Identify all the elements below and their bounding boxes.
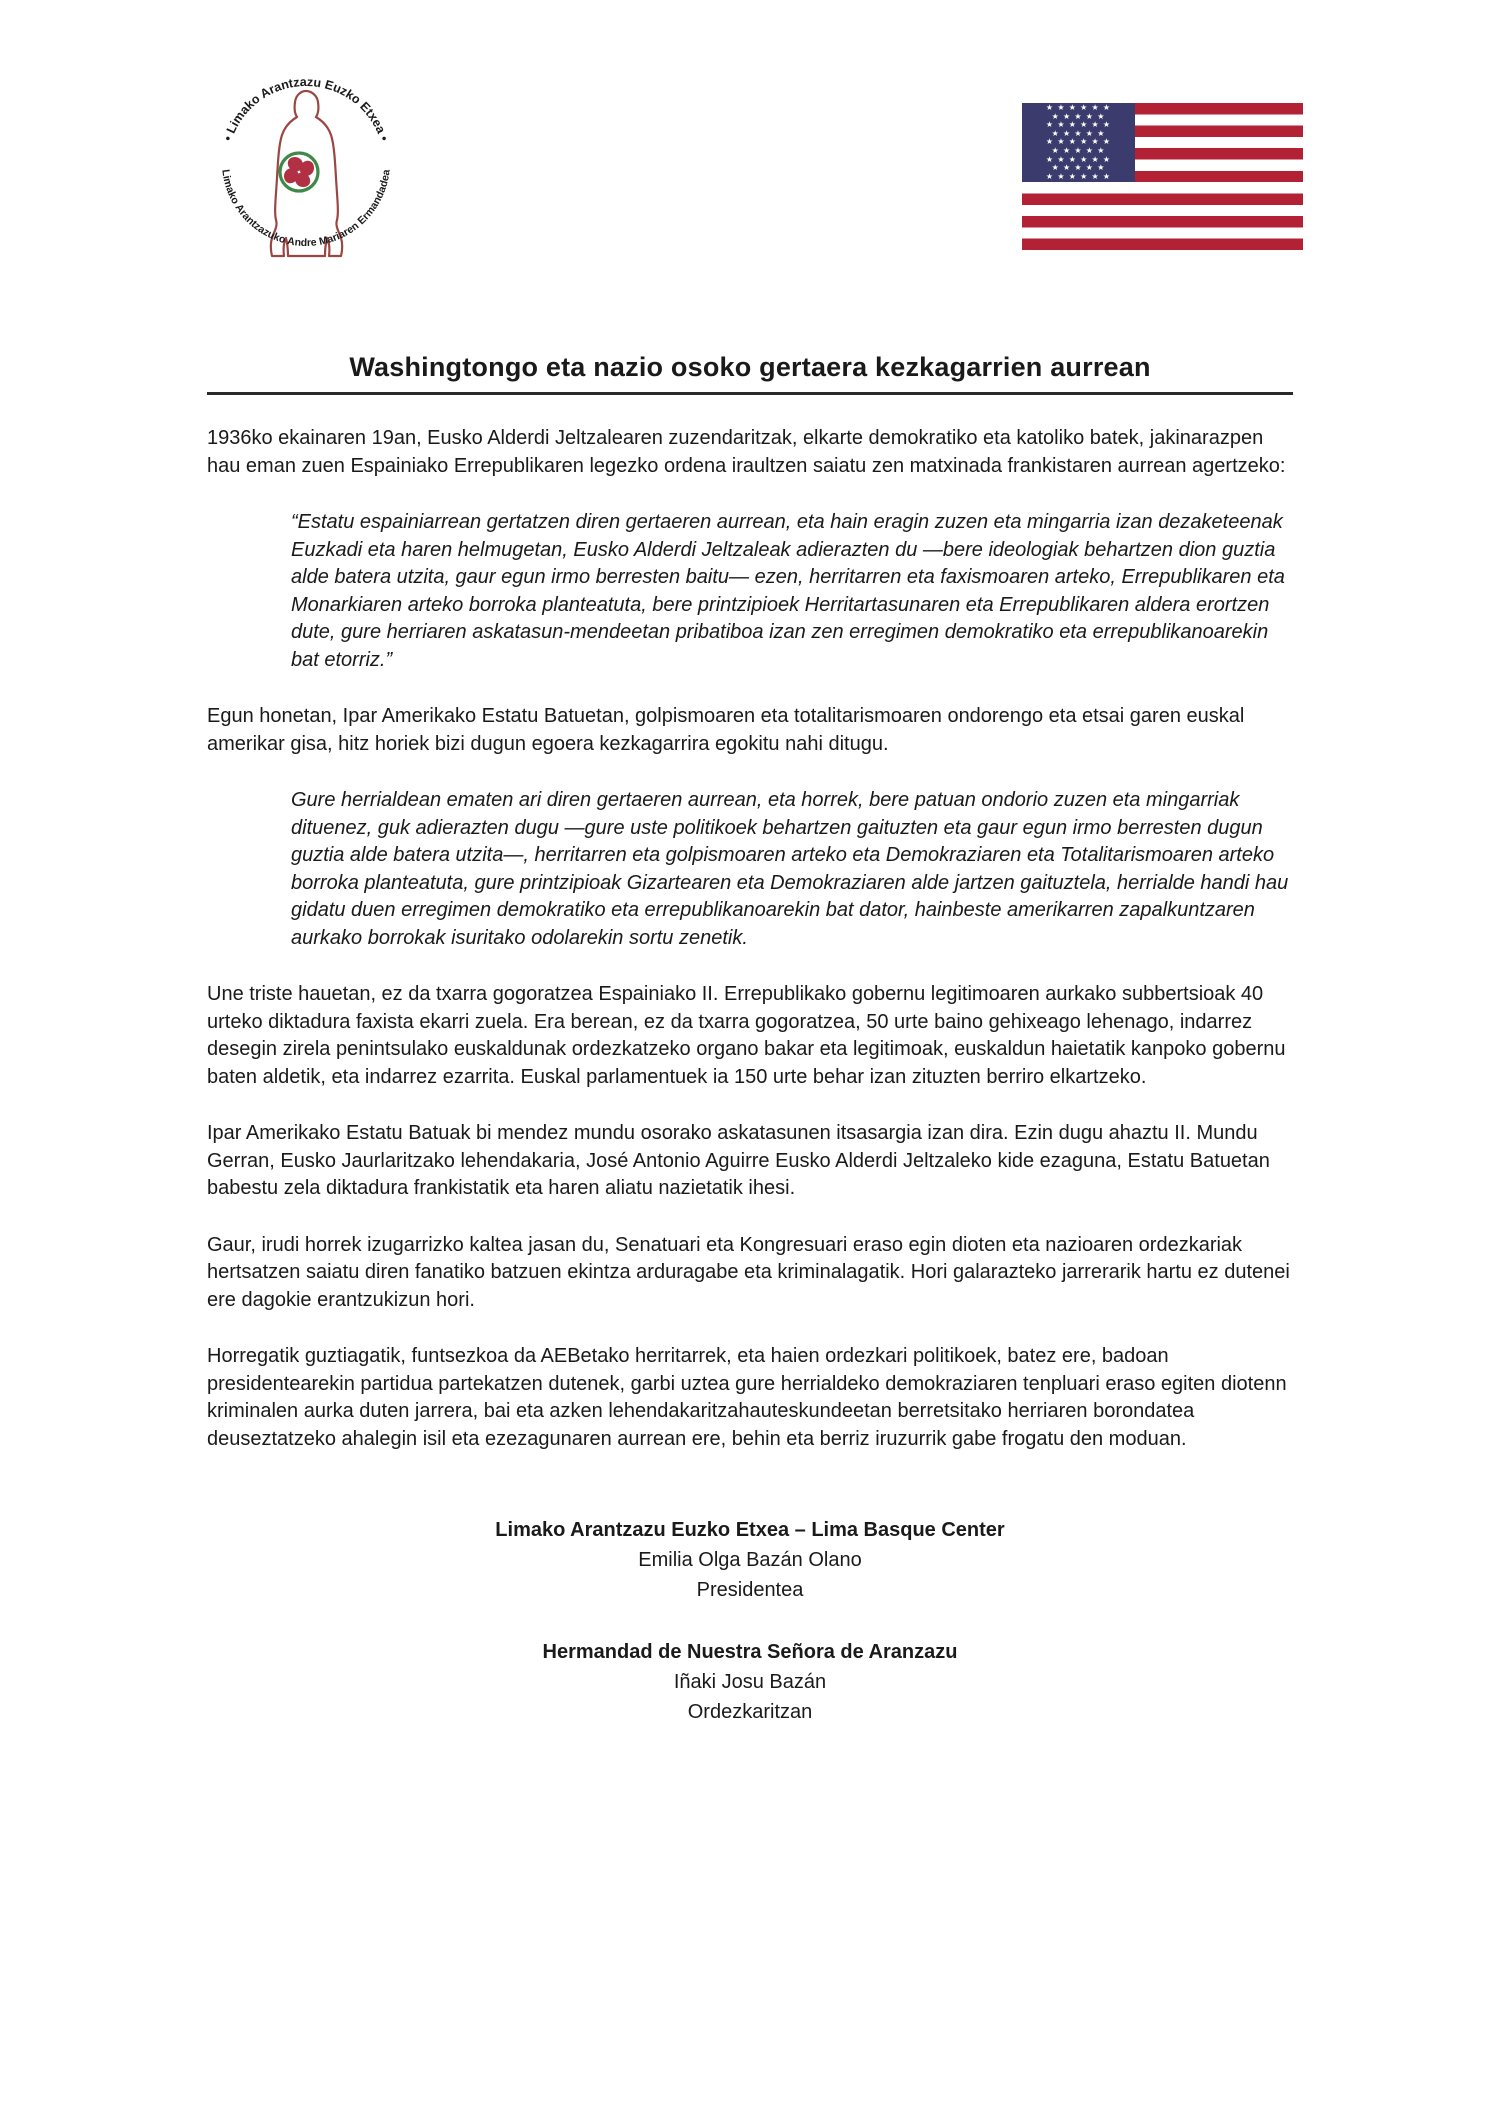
paragraph-egun-honetan: Egun honetan, Ipar Amerikako Estatu Batuetan, golpismoaren eta totalitarismoaren ondorengo eta etsai garen euskal amerikar gisa, hitz horiek bizi dugun egoera kezkagarrira egokitu nahi ditugu. [207, 705, 1245, 755]
paragraph-horregatik: Horregatik guztiagatik, funtsezkoa da AEBetako herritarrek, eta haien ordezkari politikoek, batez ere, badoan presidentearekin partidua partekatzen dutenek, garbi uztea gure herrialdeko demokraziaren tenpluari eraso egiten diotenn kriminalen aurka duten jarrera, bai eta azken lehendakaritzahauteskundeetan berretsitako herriaren borondatea deuseztatzeko ahalegin isil eta ezezagunaren aurrean ere, behin eta berriz iruzurrik gabe frogatu den moduan. [207, 1345, 1287, 1450]
paragraph-une-triste: Une triste hauetan, ez da txarra gogoratzea Espainiako II. Errepublikako gobernu legitimoaren aurkako subbertsioak 40 urteko diktadura faxista ekarri zuela. Era berean, ez da txarra gogoratzea, 50 urte baino gehixeago lehenago, indarrez desegin zirela penintsulako euskaldunak ordezkatzeko organo bakar eta legitimoak, euskaldun haietatik kanpoko gobernu baten aldetik, eta indarrez ezarrita. Euskal parlamentuek ia 150 urte behar izan zituzten berriro elkartzeko. [207, 983, 1286, 1088]
blockquote-1936-declaration: “Estatu espainiarrean gertatzen diren gertaeren aurrean, eta hain eragin zuzen eta mingarria izan dezaketeenak Euzkadi eta haren helmugetan, Eusko Alderdi Jeltzaleak adierazten du —bere ideologiak behartzen dion guztia alde batera utzita, gaur egun irmo berresten baitu— ezen, herritarren eta faxismoaren arteko, Errepublikaren eta Monarkiaren arteko borroka planteatuta, bere printzipioek Herritartasunaren eta Errepublikaren aldera erortzen dute, gure herriaren askatasun-mendeetan pribatiboa izan zen erregimen demokratiko eta errepublikanoarekin bat etorriz.” [291, 511, 1285, 671]
lauburu-emblem [280, 153, 318, 191]
us-flag-image [1022, 103, 1303, 250]
paragraph-intro-1936: 1936ko ekainaren 19an, Eusko Alderdi Jeltzalearen zuzendaritzak, elkarte demokratiko eta katoliko batek, jakinarazpen hau eman zuen Espainiako Errepublikaren legezko ordena iraultzen saiatu zen matxinada frankistaren aurrean agertzeko: [207, 427, 1286, 477]
signature-person-role: Ordezkaritzan [687, 1701, 813, 1723]
star-row: ★ ★ ★ ★ ★ [1051, 163, 1106, 173]
star-row: ★ ★ ★ ★ ★ ★ [1045, 120, 1112, 130]
paragraph-ipar-amerikako: Ipar Amerikako Estatu Batuak bi mendez mundu osorako askatasunen itsasargia izan dira. Ezin dugu ahaztu II. Mundu Gerran, Eusko Jaurlaritzako lehendakaria, José Antonio Aguirre Eusko Alderdi Jeltzaleko kide ezaguna, Estatu Batuetan babestu zela diktadura frankistatik eta haren aliatu nazietatik ihesi. [207, 1122, 1270, 1199]
signature-block-basque-center [207, 1515, 1293, 1605]
signature-person-name: Emilia Olga Bazán Olano [638, 1549, 862, 1571]
star-row: ★ ★ ★ ★ ★ [1051, 128, 1106, 138]
title-underline-rule [207, 392, 1293, 395]
star-row: ★ ★ ★ ★ ★ ★ [1045, 171, 1112, 181]
signature-person-role: Presidentea [696, 1579, 804, 1601]
signature-org-name: Limako Arantzazu Euzko Etxea – Lima Basque Center [495, 1519, 1005, 1541]
paragraph-gaur-irudi: Gaur, irudi horrek izugarrizko kaltea jasan du, Senatuari eta Kongresuari eraso egin dioten eta nazioaren ordezkariak hertsatzen saiatu diren fanatiko batzuen ekintza arduragabe eta kriminalagatik. Hori galarazteko jarrerarik hartu ez dutenei ere dagokie erantzukizun hori. [207, 1233, 1290, 1311]
star-row: ★ ★ ★ ★ ★ ★ [1045, 137, 1112, 147]
star-row: ★ ★ ★ ★ ★ [1051, 145, 1106, 155]
seal-top-text: • Limako Arantzazu Euzko Etxea • [220, 74, 392, 143]
signature-block-hermandad [207, 1637, 1293, 1727]
seal-bottom-text: Limako Arantzazuko Andre Mariaren Ermandadea [219, 168, 393, 250]
star-row: ★ ★ ★ ★ ★ ★ [1045, 154, 1112, 164]
document-body [207, 425, 1293, 1453]
seal-logo-graphic [208, 60, 404, 274]
star-row: ★ ★ ★ ★ ★ ★ [1045, 103, 1112, 112]
signature-section [207, 1515, 1293, 1727]
blockquote-adapted-statement: Gure herrialdean ematen ari diren gertaeren aurrean, eta horrek, bere patuan ondorio zuzen eta mingarriak dituenez, guk adierazten dugu —gure uste politikoek behartzen gaituzten eta gaur egun irmo berresten dugun guztia alde batera utzita—, herritarren eta golpismoaren arteko eta Demokraziaren eta Totalitarismoaren arteko borroka planteatuta, gure printzipioak Gizartearen eta Demokraziaren alde jartzen gaituztela, herrialde handi hau gidatu duen erregimen demokratiko eta errepublikanoarekin bat dator, hainbeste amerikarren zapalkuntzaren aurkako borrokak isuritako odolarekin sortu zenetik. [291, 789, 1289, 949]
star-row: ★ ★ ★ ★ ★ [1051, 111, 1106, 121]
signature-person-name: Iñaki Josu Bazán [673, 1671, 827, 1693]
basque-center-seal-logo [208, 60, 404, 274]
document-title: Washingtongo eta nazio osoko gertaera kezkagarrien aurrean [349, 352, 1151, 382]
us-flag-star-field [1022, 103, 1135, 182]
signature-org-name: Hermandad de Nuestra Señora de Aranzazu [542, 1641, 958, 1663]
